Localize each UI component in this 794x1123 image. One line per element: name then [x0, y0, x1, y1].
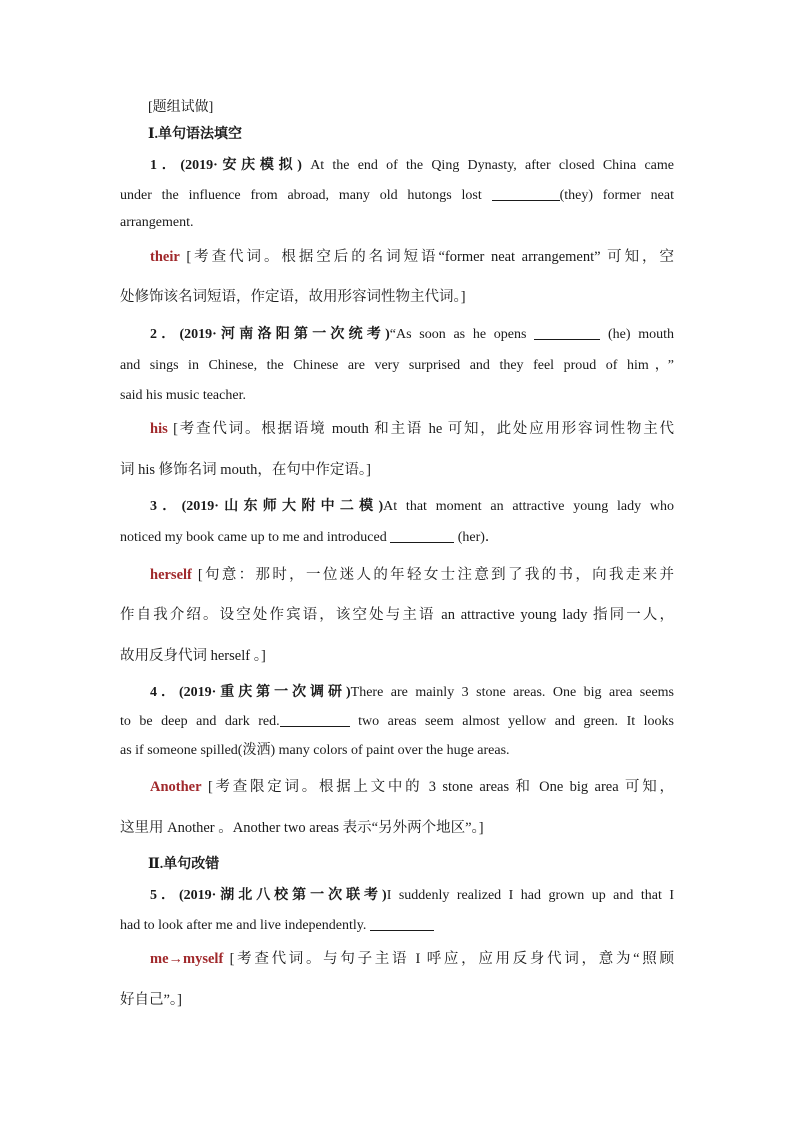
q1-line-1	[150, 156, 674, 176]
q3-answer-line	[150, 565, 674, 585]
q3-number: 3．	[150, 499, 182, 514]
q4-blank[interactable]	[280, 712, 350, 727]
q2-line-2: and sings in Chinese, the Chinese are very surprised and they feel proud of him，”	[120, 358, 674, 373]
q1-explanation-1: [考查代词。根据空后的名词短语“former neat arrangement” 可知，空	[186, 249, 674, 265]
q2-answer-line	[150, 419, 674, 439]
q1-text-1: At the end of the Qing Dynasty, after closed China came	[310, 158, 675, 173]
q5-answer: me→myself	[150, 951, 224, 967]
q4-line-1	[150, 683, 674, 703]
q4-answer: Another	[150, 779, 202, 795]
q1-source: (2019·安庆模拟)	[180, 158, 302, 173]
q5-explanation-2: 好自己”。]	[120, 992, 183, 1008]
q4-source: (2019·重庆第一次调研)	[178, 685, 351, 700]
q2-explanation-2: 词 his 修饰名词 mouth，在句中作定语。]	[120, 462, 371, 478]
q5-answer-line	[150, 949, 674, 969]
q5-number: 5．	[150, 888, 179, 903]
q4-text-2b: two areas seem almost yellow and green. It looks	[358, 714, 674, 729]
part1-title: Ⅰ.单句语法填空	[148, 127, 243, 142]
q2-text-1b: (he) mouth	[607, 327, 674, 342]
q2-line-3: said his music teacher.	[120, 388, 246, 403]
part2-title: Ⅱ.单句改错	[148, 857, 220, 872]
q1-blank[interactable]	[492, 186, 560, 201]
q1-text-2a: under the influence from abroad, many old hutongs lost	[120, 188, 482, 203]
q5-explanation-1: [考查代词。与句子主语 I 呼应，应用反身代词，意为“照顾	[229, 951, 675, 967]
q1-line-2	[120, 186, 674, 206]
q4-answer-line	[150, 777, 674, 797]
q1-answer: their	[150, 249, 180, 265]
q5-line-1	[150, 886, 674, 906]
q2-number: 2．	[150, 327, 180, 342]
q5-blank[interactable]	[370, 916, 434, 931]
q4-text-1: There are mainly 3 stone areas. One big area seems	[350, 685, 674, 700]
q4-explanation-1: [考查限定词。根据上文中的 3 stone areas 和 One big area 可知，	[207, 779, 674, 795]
q4-line-3: as if someone spilled(泼洒) many colors of paint over the huge areas.	[120, 743, 510, 758]
section-header: [题组试做]	[148, 100, 214, 115]
q2-source: (2019·河南洛阳第一次统考)	[179, 327, 390, 342]
q2-answer: his	[150, 421, 168, 437]
q3-line-2	[120, 528, 674, 548]
q2-explanation-1: [考查代词。根据语境 mouth 和主语 he 可知，此处应用形容词性物主代	[173, 421, 674, 437]
q3-explanation-3: 故用反身代词 herself 。]	[120, 648, 266, 664]
q5-source: (2019·湖北八校第一次联考)	[178, 888, 387, 903]
q1-explanation-2: 处修饰该名词短语，作定语，故用形容词性物主代词。]	[120, 289, 466, 305]
q1-text-2b: (they) former neat	[559, 188, 674, 203]
q4-line-2	[120, 712, 674, 732]
q2-blank[interactable]	[534, 325, 600, 340]
q2-text-1a: “As soon as he opens	[389, 327, 527, 342]
q4-explanation-2: 这里用 Another 。Another two areas 表示“另外两个地区”。]	[120, 820, 484, 836]
q3-text-2b: (her)．	[457, 530, 499, 545]
q3-explanation-1: [句意：那时，一位迷人的年轻女士注意到了我的书，向我走来并	[197, 567, 675, 583]
q3-blank[interactable]	[390, 528, 454, 543]
q5-line-2	[120, 916, 674, 936]
q5-text-2: had to look after me and live independently.	[120, 918, 367, 933]
q1-line-3: arrangement.	[120, 215, 194, 230]
q3-text-2a: noticed my book came up to me and introduced	[120, 530, 387, 545]
q1-answer-line	[150, 247, 674, 267]
q3-source: (2019·山东师大附中二模)	[181, 499, 384, 514]
q3-answer: herself	[150, 567, 192, 583]
q3-line-1	[150, 497, 674, 517]
q2-line-1	[150, 325, 674, 345]
q4-text-2a: to be deep and dark red.	[120, 714, 280, 729]
q3-explanation-2: 作自我介绍。设空处作宾语，该空处与主语 an attractive young lady 指同一人，	[120, 607, 674, 623]
q3-text-1: At that moment an attractive young lady who	[383, 499, 675, 514]
q1-number: 1．	[150, 158, 181, 173]
q5-text-1: I suddenly realized I had grown up and that I	[386, 888, 675, 903]
q4-number: 4．	[150, 685, 179, 700]
